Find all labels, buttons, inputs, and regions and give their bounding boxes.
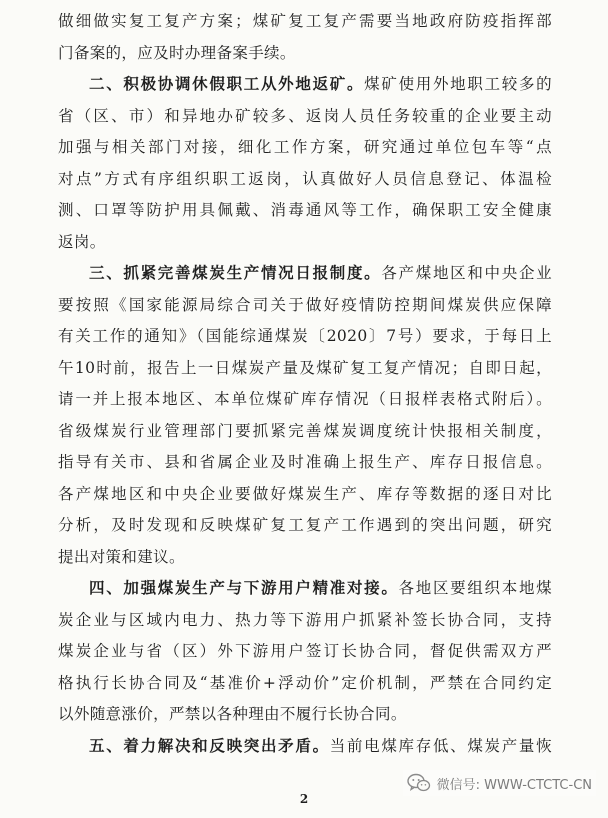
text-line: [58, 164, 552, 196]
text-line: [58, 227, 552, 259]
page-number: 2: [299, 792, 309, 806]
text-line: [58, 353, 552, 385]
line-text: 各地区要组织本地煤: [398, 579, 552, 597]
line-text: 测、口罩等防护用具佩戴、消毒通风等工作，确保职工安全健康: [58, 201, 552, 219]
text-line: [58, 668, 552, 700]
text-line: [58, 510, 552, 542]
line-text: 午10时前，报告上一日煤炭产量及煤矿复工复产情况；自即日起，: [58, 358, 552, 377]
section-heading: 二、积极协调休假职工从外地返矿。: [89, 75, 365, 93]
line-text: 煤炭企业与省（区）外下游用户签订长协合同，督促供需双方严: [58, 642, 552, 660]
watermark-text: 微信号: WWW-CTCTC-CN: [436, 777, 592, 793]
line-text: 格执行长协合同及“基准价+浮动价”定价机制，严禁在合同约定: [58, 673, 552, 692]
line-text: 对点”方式有序组织职工返岗，认真做好人员信息登记、体温检: [58, 169, 552, 188]
text-line: [58, 69, 552, 101]
text-line: [58, 6, 552, 38]
line-text: 省（区、市）和异地办矿较多、返岗人员任务较重的企业要主动: [58, 106, 552, 125]
text-line: [58, 573, 552, 605]
document-body: [58, 6, 552, 762]
line-text: 返岗。: [58, 232, 106, 251]
line-text: 各产煤地区和中央企业要做好煤炭生产、库存等数据的逐日对比: [58, 484, 552, 503]
text-line: [58, 731, 552, 763]
line-text: 省级煤炭行业管理部门要抓紧完善煤炭调度统计快报相关制度，: [58, 421, 552, 440]
text-line: [58, 132, 552, 164]
line-text: 门备案的，应及时办理备案手续。: [58, 43, 296, 62]
section-heading: 五、着力解决和反映突出矛盾。: [89, 736, 330, 755]
line-text: 以外随意涨价，严禁以各种理由不履行长协合同。: [58, 705, 407, 723]
text-line: [58, 258, 552, 290]
text-line: [58, 321, 552, 353]
line-text: 分析，及时发现和反映煤矿复工复产工作遇到的突出问题，研究: [58, 516, 552, 534]
text-line: [58, 447, 552, 479]
line-text: 当前电煤库存低、煤炭产量恢: [329, 736, 552, 755]
text-line: [58, 195, 552, 227]
text-line: [58, 38, 552, 70]
section-heading: 三、抓紧完善煤炭生产情况日报制度。: [89, 264, 382, 282]
text-line: [58, 479, 552, 511]
wechat-watermark: [403, 770, 596, 796]
line-text: 请一并上报本地区、本单位煤矿库存情况（日报样表格式附后）。: [58, 390, 552, 408]
text-line: [58, 605, 552, 637]
text-line: [58, 384, 552, 416]
section-heading: 四、加强煤炭生产与下游用户精准对接。: [89, 579, 399, 597]
wechat-icon: [407, 773, 431, 793]
text-line: [58, 416, 552, 448]
text-line: [58, 101, 552, 133]
line-text: 指导有关市、县和省属企业及时准确上报生产、库存日报信息。: [58, 453, 552, 471]
line-text: 煤矿使用外地职工较多的: [364, 75, 552, 93]
line-text: 各产煤地区和中央企业: [381, 264, 552, 282]
line-text: 要按照《国家能源局综合司关于做好疫情防控期间煤炭供应保障: [58, 295, 552, 314]
text-line: [58, 699, 552, 731]
text-line: [58, 636, 552, 668]
line-text: 提出对策和建议。: [58, 547, 185, 566]
text-line: [58, 542, 552, 574]
line-text: 有关工作的通知》（国能综通煤炭〔2020〕7号）要求，于每日上: [58, 327, 552, 345]
line-text: 做细做实复工复产方案；煤矿复工复产需要当地政府防疫指挥部: [58, 12, 552, 30]
text-line: [58, 290, 552, 322]
line-text: 加强与相关部门对接，细化工作方案，研究通过单位包车等“点: [58, 138, 552, 156]
line-text: 炭企业与区域内电力、热力等下游用户抓紧补签长协合同，支持: [58, 610, 552, 629]
